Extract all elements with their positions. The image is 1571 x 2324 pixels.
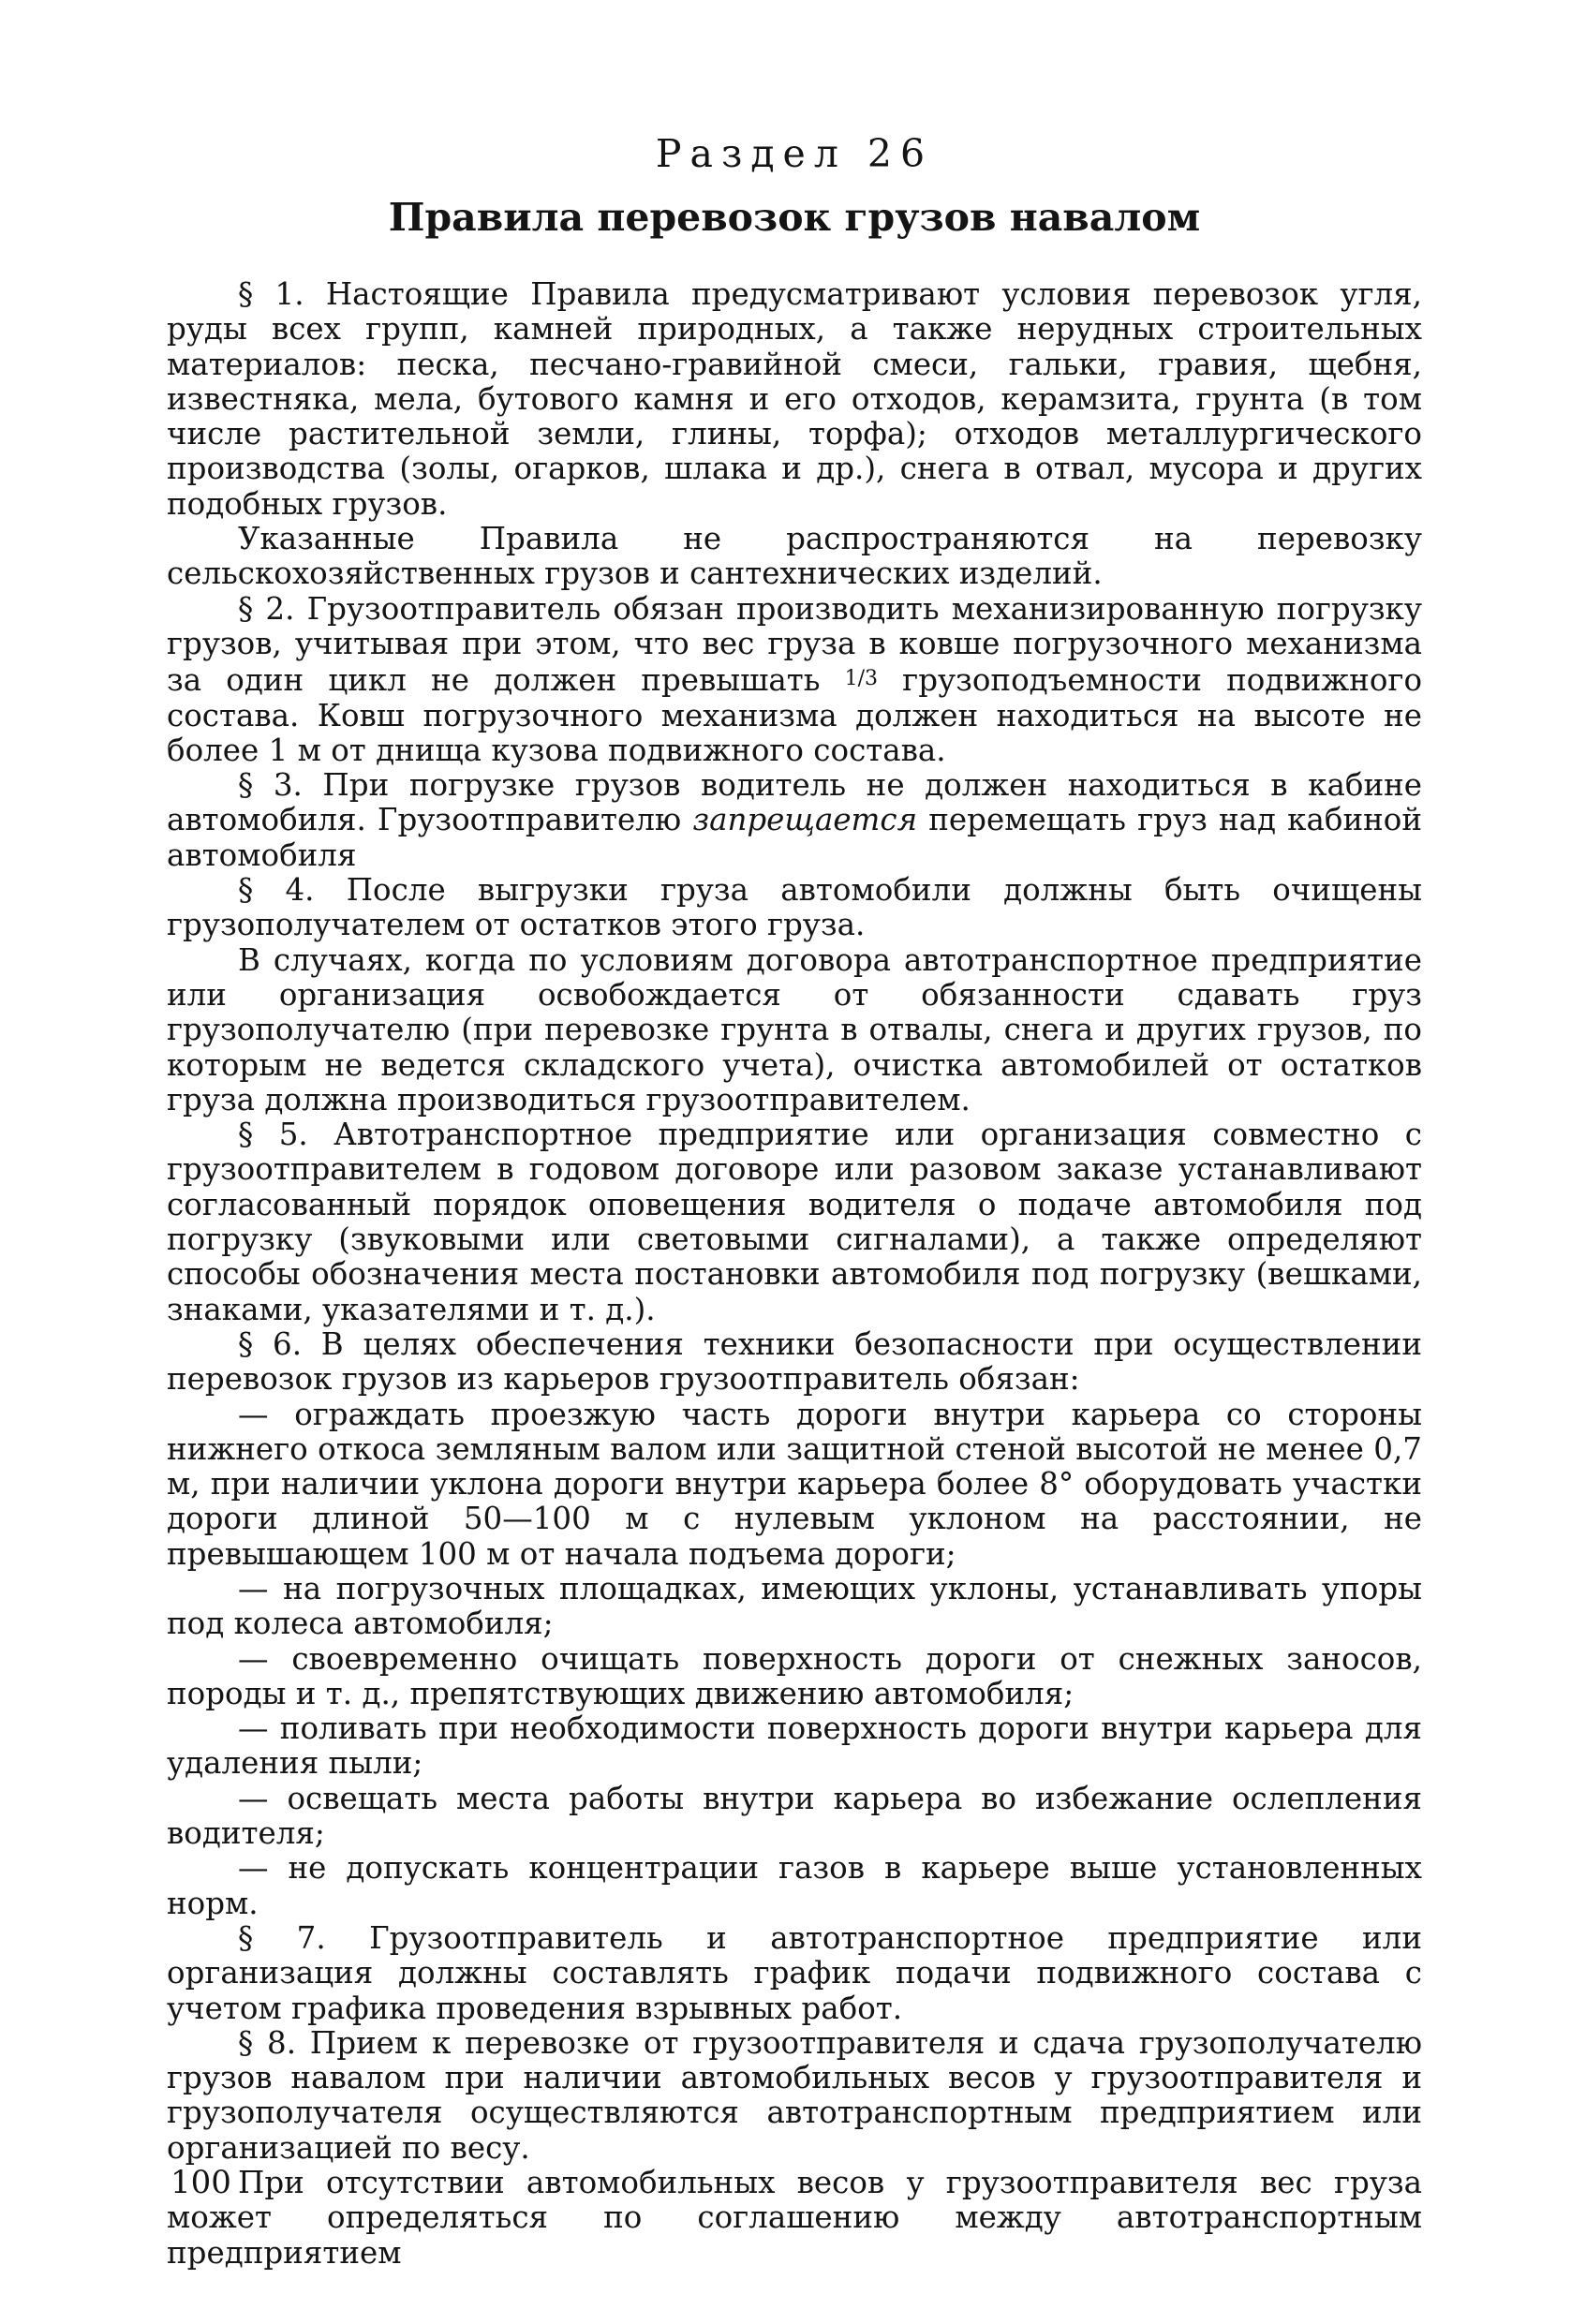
emphasis-prohibited: запрещается xyxy=(692,802,918,838)
list-item-4: — поливать при необходимости поверхность дороги внутри карьера для удаления пыли; xyxy=(167,1710,1422,1782)
fraction-one-third: 1/3 xyxy=(844,667,878,691)
paragraph-7: § 5. Автотранспортное предприятие или организация совместно с грузоотправителем в годовом договоре или разовом заказе устанавливают согласованный порядок оповещения водителя о подаче автомобиля под погрузку (звуковыми или световыми сигналами), а также определяют способы обозначения места постановки автомобиля под погрузку (вешками, знаками, указателями и т. д.). xyxy=(167,1117,1422,1327)
paragraph-1: § 1. Настоящие Правила предусматривают условия перевозок угля, руды всех групп, камней природных, а также нерудных строительных материалов: песка, песчано-гравийной смеси, гальки, гравия, щебня, известняка, мела, бутового камня и его отходов, керамзита, грунта (в том числе растительной земли, глины, торфа); отходов металлургического производства (золы, огарков, шлака и др.), снега в отвал, мусора и других подобных грузов. xyxy=(167,276,1422,522)
page-number: 100 xyxy=(170,2164,231,2201)
paragraph-2: Указанные Правила не распространяются на перевозку сельскохозяйственных грузов и сантехнических изделий. xyxy=(167,521,1422,592)
document-body xyxy=(167,277,1422,2271)
paragraph-6: В случаях, когда по условиям договора автотранспортное предприятие или организация освобождается от обязанности сдавать груз грузополучателю (при перевозке грунта в отвалы, снега и других грузов, по которым не ведется складского учета), очистка автомобилей от остатков груза должна производиться грузоотправителем. xyxy=(167,941,1422,1118)
paragraph-3-text-start: § 2. Грузоотправитель обязан производить механизированную погрузку грузов, учитывая при этом, что вес груза в ковше погрузочного механизма за один цикл не должен превышать xyxy=(167,590,1422,699)
document-title: Правила перевозок грузов навалом xyxy=(388,195,1201,240)
document-page xyxy=(167,131,1422,2271)
section-heading: Раздел 26 xyxy=(655,131,934,176)
paragraph-10: § 8. Прием к перевозке от грузоотправителя и сдача грузополучателю грузов навалом при наличии автомобильных весов у грузоотправителя и грузополучателя осуществляются автотранспортным предприятием или организацией по весу. xyxy=(167,2024,1422,2166)
paragraph-5: § 4. После выгрузки груза автомобили должны быть очищены грузополучателем от остатков этого груза. xyxy=(167,872,1422,943)
list-item-2: — на погрузочных площадках, имеющих уклоны, устанавливать упоры под колеса автомобиля; xyxy=(167,1570,1422,1642)
list-item-5: — освещать места работы внутри карьера во избежание ослепления водителя; xyxy=(167,1780,1422,1852)
paragraph-3-text-end: грузоподъемности подвижного состава. Ковш погрузочного механизма должен находиться на высоте не более 1 м от днища кузова подвижного состава. xyxy=(167,662,1423,768)
paragraph-4 xyxy=(167,768,1422,873)
paragraph-4-text-start: § 3. При погрузке грузов водитель не должен находиться в кабине автомобиля. Грузоотправителю xyxy=(167,767,1422,838)
paragraph-8: § 6. В целях обеспечения техники безопасности при осуществлении перевозок грузов из карьеров грузоотправитель обязан: xyxy=(167,1325,1422,1398)
list-item-3: — своевременно очищать поверхность дороги от снежных заносов, породы и т. д., препятствующих движению автомобиля; xyxy=(167,1640,1422,1711)
list-item-6: — не допускать концентрации газов в карьере выше установленных норм. xyxy=(167,1850,1422,1921)
list-item-1: — ограждать проезжую часть дороги внутри карьера со стороны нижнего откоса земляным валом или защитной стеной высотой не менее 0,7 м, при наличии уклона дороги внутри карьера более 8° оборудовать участки дороги длиной 50—100 м с нулевым уклоном на расстоянии, не превышающем 100 м от начала подъема дороги; xyxy=(167,1396,1422,1572)
paragraph-3 xyxy=(167,592,1422,768)
paragraph-11: При отсутствии автомобильных весов у грузоотправителя вес груза может определяться по соглашению между автотранспортным предприятием xyxy=(167,2165,1422,2271)
paragraph-9: § 7. Грузоотправитель и автотранспортное предприятие или организация должны составлять график подачи подвижного состава с учетом графика проведения взрывных работ. xyxy=(167,1919,1422,2026)
paragraph-4-text-end: перемещать груз над кабиной автомобиля xyxy=(167,802,1422,873)
